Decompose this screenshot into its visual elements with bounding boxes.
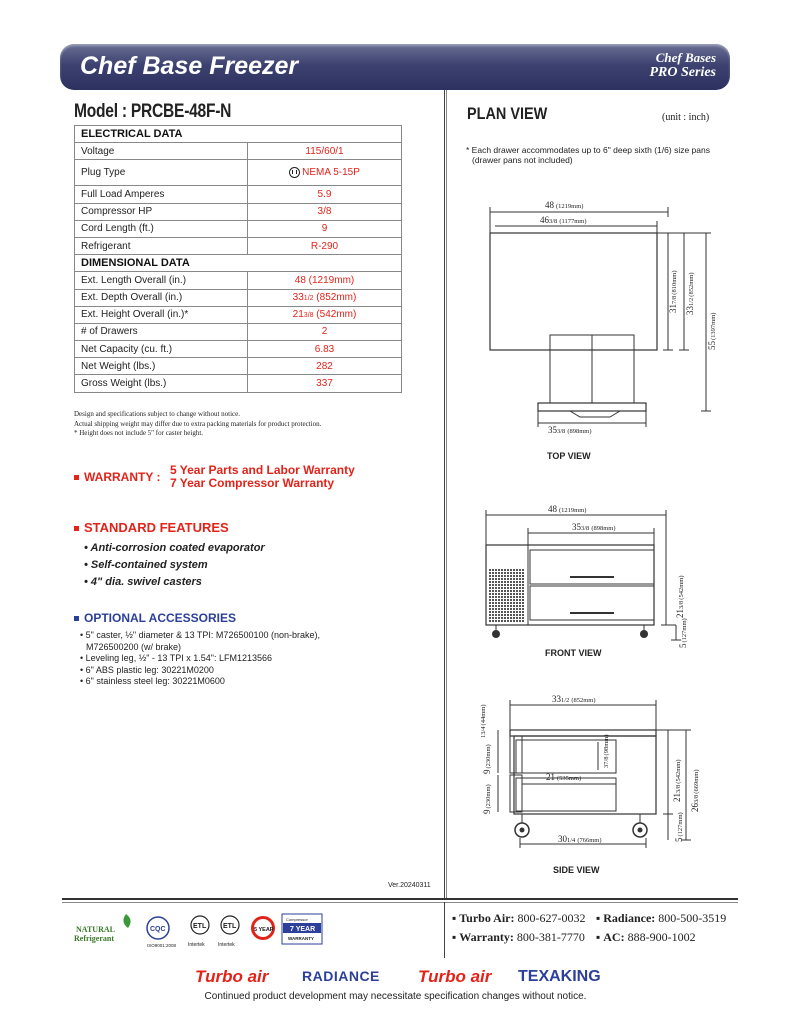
svg-text:CQC: CQC (150, 926, 166, 933)
dim-side-top-gap: 13/4(44mm) (480, 704, 487, 738)
contact-turbo-air: ▪ Turbo Air: 800-627-0032 (452, 911, 586, 925)
dim-side-depth: 21 (535mm) (546, 772, 582, 782)
row-label: Compressor HP (75, 203, 248, 220)
radiance-logo: RADIANCE (302, 968, 380, 984)
row-value: 6.83 (248, 341, 402, 358)
list-item: • Anti-corrosion coated evaporator (84, 542, 265, 554)
turbo-air-logo: Turbo air (195, 967, 269, 986)
row-label: Net Weight (lbs.) (75, 358, 248, 375)
dim-front-drawer-width: 353/8 (898mm) (572, 522, 616, 532)
model-number: Model : PRCBE-48F-N (74, 101, 232, 122)
value-main: 33 (292, 292, 304, 304)
row-value: R-290 (248, 237, 402, 254)
row-value: 5.9 (248, 186, 402, 203)
disclaimer: Continued product development may necessitate specification changes without notice. (204, 991, 587, 1002)
row-value (248, 160, 402, 186)
row-value (248, 306, 402, 323)
texaking-logo: TEXAKING (518, 968, 601, 985)
row-label: Ext. Height Overall (in.)* (75, 306, 248, 323)
row-value: 282 (248, 358, 402, 375)
table-row (75, 237, 402, 254)
dim-front-caster: 5(127mm) (678, 618, 688, 648)
footer-divider (62, 898, 738, 900)
iso-badge (147, 917, 177, 948)
list-item: M726500200 (w/ brake) (86, 641, 182, 652)
dim-top-width: 48 (1219mm) (545, 200, 584, 210)
dim-side-caster: 5(127mm) (674, 812, 684, 842)
contact-warranty: ▪ Warranty: 800-381-7770 (452, 930, 585, 944)
seven-year-badge (282, 914, 322, 944)
table-row (75, 306, 402, 323)
brand-logos (190, 962, 620, 988)
column-divider-2 (446, 90, 447, 898)
spec-table (74, 125, 402, 393)
dim-top-depth-2: 331/2(852mm) (685, 272, 695, 315)
top-view-drawing (450, 195, 740, 455)
optional-accessories-list (80, 630, 370, 688)
row-label: # of Drawers (75, 323, 248, 340)
row-value: 115/60/1 (248, 143, 402, 160)
row-label: Full Load Amperes (75, 186, 248, 203)
warranty-details (170, 464, 355, 490)
warranty-label-text: WARRANTY : (84, 470, 161, 484)
front-view-label: FRONT VIEW (545, 648, 602, 658)
value-rest: (852mm) (313, 292, 357, 304)
dim-top-inner-width: 463/8 (1177mm) (540, 215, 587, 225)
warranty-line: 5 Year Parts and Labor Warranty (170, 463, 355, 477)
row-label: Cord Length (ft.) (75, 220, 248, 237)
row-label: Ext. Depth Overall (in.) (75, 289, 248, 306)
contact-radiance: ▪ Radiance: 800-500-3519 (596, 911, 727, 925)
series-label (650, 50, 717, 80)
svg-text:ETL: ETL (223, 923, 237, 930)
version-label: Ver.20240311 (388, 882, 431, 889)
row-value: 48 (1219mm) (248, 272, 402, 289)
plug-type-value: NEMA 5-15P (302, 167, 360, 179)
certification-badges (70, 910, 430, 950)
note-line: Design and specifications subject to change without notice. (74, 410, 241, 418)
natural-refrigerant-badge (74, 914, 131, 943)
dim-top-depth-1: 317/8(810mm) (668, 270, 678, 313)
table-row (75, 160, 402, 186)
dim-top-bottom-width: 353/8 (898mm) (548, 425, 592, 435)
dim-side-bottom: 301/4 (766mm) (558, 834, 602, 844)
svg-text:Refrigerant: Refrigerant (74, 934, 114, 943)
dim-side-drawer-1: 9(230mm) (482, 744, 492, 774)
table-row (75, 143, 402, 160)
svg-text:7 YEAR: 7 YEAR (290, 926, 316, 933)
plug-icon (289, 167, 300, 178)
brand-logo-strip (190, 962, 620, 988)
value-frac: 3/8 (303, 312, 314, 320)
table-row (75, 323, 402, 340)
list-item: • 6" ABS plastic leg: 30221M0200 (80, 664, 214, 675)
optional-accessories-title-text: OPTIONAL ACCESSORIES (84, 611, 237, 625)
table-row (75, 203, 402, 220)
dim-side-drawer-2: 9(230mm) (482, 784, 492, 814)
list-item: • Self-contained system (84, 559, 208, 571)
svg-text:Intertek: Intertek (188, 942, 205, 948)
footer-divider-thin (62, 902, 738, 903)
list-item: • 5" caster, ½" diameter & 13 TPI: M726500100 (non-brake), (80, 630, 321, 640)
svg-text:NATURAL: NATURAL (76, 925, 115, 934)
contact-ac: ▪ AC: 888-900-1002 (596, 930, 696, 944)
table-row (75, 289, 402, 306)
row-value (248, 289, 402, 306)
row-value: 337 (248, 375, 402, 392)
row-value: 3/8 (248, 203, 402, 220)
table-row (75, 375, 402, 392)
value-frac: 1/2 (303, 295, 314, 303)
list-item: • 6" stainless steel leg: 30221M0600 (80, 676, 225, 686)
standard-features-title-text: STANDARD FEATURES (84, 520, 229, 535)
bullet-square-icon (74, 475, 79, 480)
column-divider (444, 90, 445, 898)
table-header-row (75, 126, 402, 143)
footer-column-divider (444, 902, 445, 958)
drawer-note (466, 145, 756, 165)
dim-side-height-2: 263/8(669mm) (690, 769, 700, 812)
note-line: * Each drawer accommodates up to 6" deep sixth (1/6) size pans (466, 145, 710, 155)
standard-features-title (74, 520, 229, 535)
table-row (75, 220, 402, 237)
svg-text:Compressor: Compressor (286, 917, 308, 922)
warranty-line: 7 Year Compressor Warranty (170, 476, 335, 490)
value-rest: (542mm) (313, 309, 357, 321)
svg-text:WARRANTY: WARRANTY (288, 936, 314, 941)
warranty-label (74, 470, 160, 484)
value-main: 21 (292, 309, 304, 321)
five-year-badge (251, 916, 275, 940)
list-item: • 4" dia. swivel casters (84, 576, 202, 588)
svg-text:5 YEAR: 5 YEAR (254, 927, 274, 933)
top-view-label: TOP VIEW (547, 451, 591, 461)
svg-text:Intertek: Intertek (218, 942, 235, 948)
optional-accessories-title (74, 611, 236, 625)
page-title: Chef Base Freezer (80, 52, 299, 80)
dim-top-depth-3: 55(1397mm) (707, 312, 717, 350)
standard-features-list (84, 540, 265, 591)
electrical-header: ELECTRICAL DATA (75, 126, 402, 143)
dim-side-height-1: 213/8(542mm) (672, 759, 682, 802)
series-line-1: Chef Bases (655, 50, 716, 65)
plan-view-title: PLAN VIEW (467, 104, 548, 123)
note-line: (drawer pans not included) (472, 155, 573, 165)
table-row (75, 341, 402, 358)
dim-front-height: 213/8(542mm) (675, 575, 685, 618)
list-item: • Leveling leg, ½" - 13 TPI x 1.54": LFM1213566 (80, 653, 272, 663)
bullet-square-icon (74, 616, 79, 621)
front-view-drawing (450, 500, 740, 650)
vent-grille (489, 568, 525, 622)
series-line-2: PRO Series (649, 65, 716, 80)
table-row (75, 186, 402, 203)
spec-notes (74, 410, 321, 439)
row-label: Gross Weight (lbs.) (75, 375, 248, 392)
svg-text:ISO9001:2008: ISO9001:2008 (147, 943, 177, 948)
row-label: Refrigerant (75, 237, 248, 254)
dim-front-width: 48 (1219mm) (548, 504, 587, 514)
table-row (75, 272, 402, 289)
badge-strip (70, 910, 430, 950)
dimensional-header: DIMENSIONAL DATA (75, 255, 402, 272)
dim-side-inner: 37/8(98mm) (603, 734, 610, 768)
svg-text:ETL: ETL (193, 923, 207, 930)
header-banner (60, 44, 730, 90)
note-line: * Height does not include 5" for caster height. (74, 429, 204, 437)
row-value: 9 (248, 220, 402, 237)
row-label: Plug Type (75, 160, 248, 186)
note-line: Actual shipping weight may differ due to extra packing materials for product protection. (74, 419, 322, 428)
row-label: Ext. Length Overall (in.) (75, 272, 248, 289)
row-label: Voltage (75, 143, 248, 160)
turbo-air-logo-2: Turbo air (418, 967, 492, 986)
row-value: 2 (248, 323, 402, 340)
row-label: Net Capacity (cu. ft.) (75, 341, 248, 358)
table-row (75, 358, 402, 375)
side-view-label: SIDE VIEW (553, 865, 600, 875)
etl-badge-2 (218, 916, 239, 948)
bullet-square-icon (74, 526, 79, 531)
unit-label: (unit : inch) (662, 112, 710, 123)
etl-badge-1 (188, 916, 209, 948)
table-header-row (75, 255, 402, 272)
dim-side-width: 331/2 (852mm) (552, 694, 596, 704)
side-view-drawing (450, 690, 740, 850)
